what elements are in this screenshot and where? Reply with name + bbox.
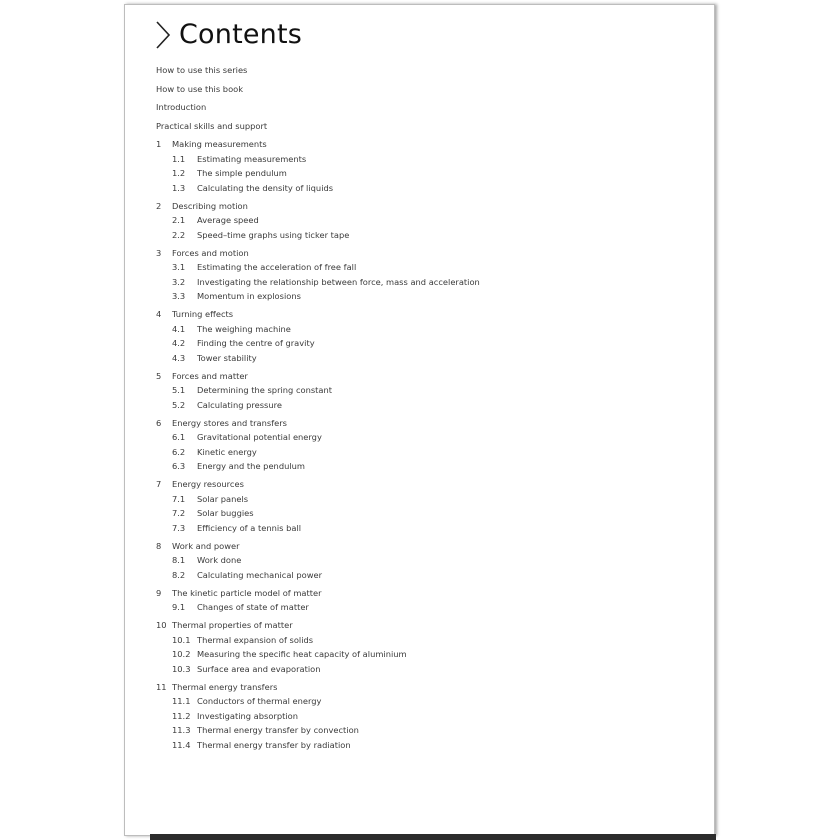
table-of-contents bbox=[156, 64, 696, 757]
chapter-title: The kinetic particle model of matter bbox=[172, 587, 322, 598]
section-title: Finding the centre of gravity bbox=[197, 338, 315, 348]
section-indent bbox=[156, 323, 172, 338]
section-indent bbox=[156, 554, 172, 569]
section-title: Surface area and evaporation bbox=[197, 663, 321, 674]
section-indent bbox=[156, 634, 172, 649]
section-title: Investigating the relationship between force, mass and acceleration bbox=[197, 276, 480, 287]
section-number: 1.3 bbox=[172, 182, 186, 193]
section-number: 7.1 bbox=[172, 493, 186, 504]
section-row[interactable] bbox=[156, 153, 696, 168]
section-title: Thermal energy transfer by convection bbox=[197, 725, 359, 735]
section-indent bbox=[156, 507, 172, 522]
section-indent bbox=[156, 167, 172, 182]
section-indent bbox=[156, 648, 172, 663]
chapter-title: Forces and motion bbox=[172, 247, 249, 258]
chapter-entry bbox=[156, 247, 696, 305]
section-title: Determining the spring constant bbox=[197, 385, 333, 395]
section-row[interactable] bbox=[156, 323, 696, 338]
chapter-number: 7 bbox=[156, 479, 162, 489]
section-title: Calculating the density of liquids bbox=[197, 182, 334, 193]
chevron-right-icon bbox=[153, 20, 173, 50]
page-heading bbox=[153, 19, 302, 50]
section-indent bbox=[156, 276, 172, 291]
section-title: The simple pendulum bbox=[197, 168, 287, 178]
section-row[interactable] bbox=[156, 290, 696, 305]
section-row[interactable] bbox=[156, 431, 696, 446]
chapter-number: 4 bbox=[156, 309, 162, 319]
section-title: Average speed bbox=[197, 215, 259, 225]
section-number: 6.1 bbox=[172, 432, 186, 442]
section-indent bbox=[156, 739, 172, 754]
chapter-row[interactable] bbox=[156, 200, 696, 215]
section-row[interactable] bbox=[156, 724, 696, 739]
section-title: Gravitational potential energy bbox=[197, 432, 322, 442]
section-indent bbox=[156, 290, 172, 305]
section-indent bbox=[156, 695, 172, 710]
front-matter-item[interactable]: Practical skills and support bbox=[156, 120, 268, 131]
section-number: 3.2 bbox=[172, 276, 186, 287]
section-number: 4.1 bbox=[172, 323, 186, 334]
section-title: Momentum in explosions bbox=[197, 291, 301, 301]
section-title: Estimating measurements bbox=[197, 153, 307, 164]
section-number: 3.3 bbox=[172, 291, 186, 301]
chapter-title: Thermal energy transfers bbox=[172, 681, 278, 692]
chapter-title: Thermal properties of matter bbox=[172, 620, 293, 630]
section-number: 1.1 bbox=[172, 153, 186, 164]
section-row[interactable] bbox=[156, 739, 696, 754]
chapter-number: 10 bbox=[156, 620, 167, 630]
chapter-entry bbox=[156, 587, 696, 616]
section-number: 8.2 bbox=[172, 569, 186, 580]
section-indent bbox=[156, 724, 172, 739]
section-indent bbox=[156, 431, 172, 446]
front-matter-item[interactable]: Introduction bbox=[156, 102, 207, 112]
chapter-title: Work and power bbox=[172, 540, 240, 551]
section-row[interactable] bbox=[156, 276, 696, 291]
section-number: 10.1 bbox=[172, 634, 191, 645]
document-page bbox=[124, 4, 715, 836]
section-row[interactable] bbox=[156, 601, 696, 616]
section-row[interactable] bbox=[156, 710, 696, 725]
section-number: 10.2 bbox=[172, 649, 191, 659]
section-row[interactable] bbox=[156, 229, 696, 244]
section-number: 11.1 bbox=[172, 696, 191, 706]
section-title: Measuring the specific heat capacity of aluminium bbox=[197, 649, 407, 659]
chapter-title: Describing motion bbox=[172, 200, 248, 211]
section-row[interactable] bbox=[156, 493, 696, 508]
section-title: Speed–time graphs using ticker tape bbox=[197, 229, 350, 240]
section-number: 5.1 bbox=[172, 385, 186, 395]
section-title: Work done bbox=[197, 555, 242, 565]
chapter-entry bbox=[156, 200, 696, 244]
chapter-number: 5 bbox=[156, 370, 162, 381]
section-row[interactable] bbox=[156, 384, 696, 399]
section-number: 5.2 bbox=[172, 399, 186, 410]
section-number: 2.1 bbox=[172, 215, 186, 225]
chapter-entry bbox=[156, 681, 696, 754]
section-row[interactable] bbox=[156, 214, 696, 229]
section-indent bbox=[156, 601, 172, 616]
section-row[interactable] bbox=[156, 399, 696, 414]
chapter-title: Forces and matter bbox=[172, 370, 248, 381]
chapter-row[interactable] bbox=[156, 308, 696, 323]
section-number: 3.1 bbox=[172, 262, 186, 272]
chapter-entry bbox=[156, 138, 696, 196]
section-row[interactable] bbox=[156, 352, 696, 367]
section-row[interactable] bbox=[156, 261, 696, 276]
section-indent bbox=[156, 493, 172, 508]
section-number: 2.2 bbox=[172, 229, 186, 240]
section-number: 10.3 bbox=[172, 663, 191, 674]
section-number: 6.3 bbox=[172, 461, 186, 471]
section-row[interactable] bbox=[156, 634, 696, 649]
section-indent bbox=[156, 182, 172, 197]
section-title: Efficiency of a tennis ball bbox=[197, 522, 302, 533]
chapter-entry bbox=[156, 308, 696, 366]
chapter-number: 9 bbox=[156, 587, 162, 598]
chapter-entry bbox=[156, 478, 696, 536]
section-indent bbox=[156, 337, 172, 352]
chapter-row[interactable] bbox=[156, 587, 696, 602]
chapter-title: Making measurements bbox=[172, 139, 267, 149]
chapter-row[interactable] bbox=[156, 681, 696, 696]
section-title: Estimating the acceleration of free fall bbox=[197, 262, 357, 272]
chapter-entry bbox=[156, 370, 696, 414]
section-row[interactable] bbox=[156, 507, 696, 522]
section-indent bbox=[156, 261, 172, 276]
chapter-entry bbox=[156, 540, 696, 584]
section-indent bbox=[156, 446, 172, 461]
section-title: Kinetic energy bbox=[197, 446, 257, 457]
section-title: Solar buggies bbox=[197, 508, 254, 518]
chapter-number: 11 bbox=[156, 681, 167, 692]
section-number: 11.3 bbox=[172, 725, 191, 735]
section-number: 9.1 bbox=[172, 602, 186, 612]
chapter-number: 1 bbox=[156, 139, 162, 149]
section-number: 7.3 bbox=[172, 522, 186, 533]
section-title: Solar panels bbox=[197, 493, 249, 504]
section-indent bbox=[156, 710, 172, 725]
section-row[interactable] bbox=[156, 648, 696, 663]
section-title: Conductors of thermal energy bbox=[197, 696, 322, 706]
section-indent bbox=[156, 663, 172, 678]
section-indent bbox=[156, 460, 172, 475]
chapter-entry bbox=[156, 417, 696, 475]
chapter-number: 2 bbox=[156, 200, 162, 211]
page-title: Contents bbox=[179, 19, 303, 50]
section-number: 4.3 bbox=[172, 352, 186, 363]
chapter-row[interactable] bbox=[156, 619, 696, 634]
chapter-row[interactable] bbox=[156, 478, 696, 493]
section-title: Changes of state of matter bbox=[197, 602, 309, 612]
section-row[interactable] bbox=[156, 695, 696, 710]
section-row[interactable] bbox=[156, 182, 696, 197]
chapter-title: Turning effects bbox=[172, 309, 234, 319]
section-title: Thermal expansion of solids bbox=[197, 634, 314, 645]
front-matter-item[interactable]: How to use this book bbox=[156, 83, 244, 94]
chapter-title: Energy resources bbox=[172, 479, 244, 489]
section-number: 11.4 bbox=[172, 739, 191, 750]
section-row[interactable] bbox=[156, 446, 696, 461]
section-indent bbox=[156, 384, 172, 399]
section-number: 4.2 bbox=[172, 338, 186, 348]
section-indent bbox=[156, 153, 172, 168]
chapter-row[interactable] bbox=[156, 417, 696, 432]
section-title: Tower stability bbox=[197, 352, 257, 363]
front-matter-item[interactable]: How to use this series bbox=[156, 65, 248, 75]
section-title: Investigating absorption bbox=[197, 710, 298, 721]
section-indent bbox=[156, 569, 172, 584]
section-row[interactable] bbox=[156, 569, 696, 584]
section-row[interactable] bbox=[156, 167, 696, 182]
bottom-bar bbox=[150, 834, 716, 840]
section-title: The weighing machine bbox=[197, 323, 291, 334]
chapter-row[interactable] bbox=[156, 540, 696, 555]
section-indent bbox=[156, 214, 172, 229]
chapter-row[interactable] bbox=[156, 138, 696, 153]
section-indent bbox=[156, 352, 172, 367]
section-title: Energy and the pendulum bbox=[197, 461, 305, 471]
section-number: 11.2 bbox=[172, 710, 191, 721]
section-row[interactable] bbox=[156, 554, 696, 569]
chapter-number: 3 bbox=[156, 247, 162, 258]
chapter-number: 8 bbox=[156, 540, 162, 551]
section-row[interactable] bbox=[156, 663, 696, 678]
section-row[interactable] bbox=[156, 337, 696, 352]
section-number: 1.2 bbox=[172, 168, 186, 178]
chapter-number: 6 bbox=[156, 417, 162, 428]
chapter-row[interactable] bbox=[156, 370, 696, 385]
section-row[interactable] bbox=[156, 460, 696, 475]
section-title: Calculating mechanical power bbox=[197, 569, 323, 580]
section-indent bbox=[156, 522, 172, 537]
section-number: 6.2 bbox=[172, 446, 186, 457]
section-indent bbox=[156, 399, 172, 414]
chapter-title: Energy stores and transfers bbox=[172, 417, 287, 428]
section-number: 8.1 bbox=[172, 555, 186, 565]
chapter-row[interactable] bbox=[156, 247, 696, 262]
section-row[interactable] bbox=[156, 522, 696, 537]
section-indent bbox=[156, 229, 172, 244]
section-number: 7.2 bbox=[172, 508, 186, 518]
section-title: Thermal energy transfer by radiation bbox=[197, 739, 351, 750]
chapter-entry bbox=[156, 619, 696, 677]
section-title: Calculating pressure bbox=[197, 399, 282, 410]
